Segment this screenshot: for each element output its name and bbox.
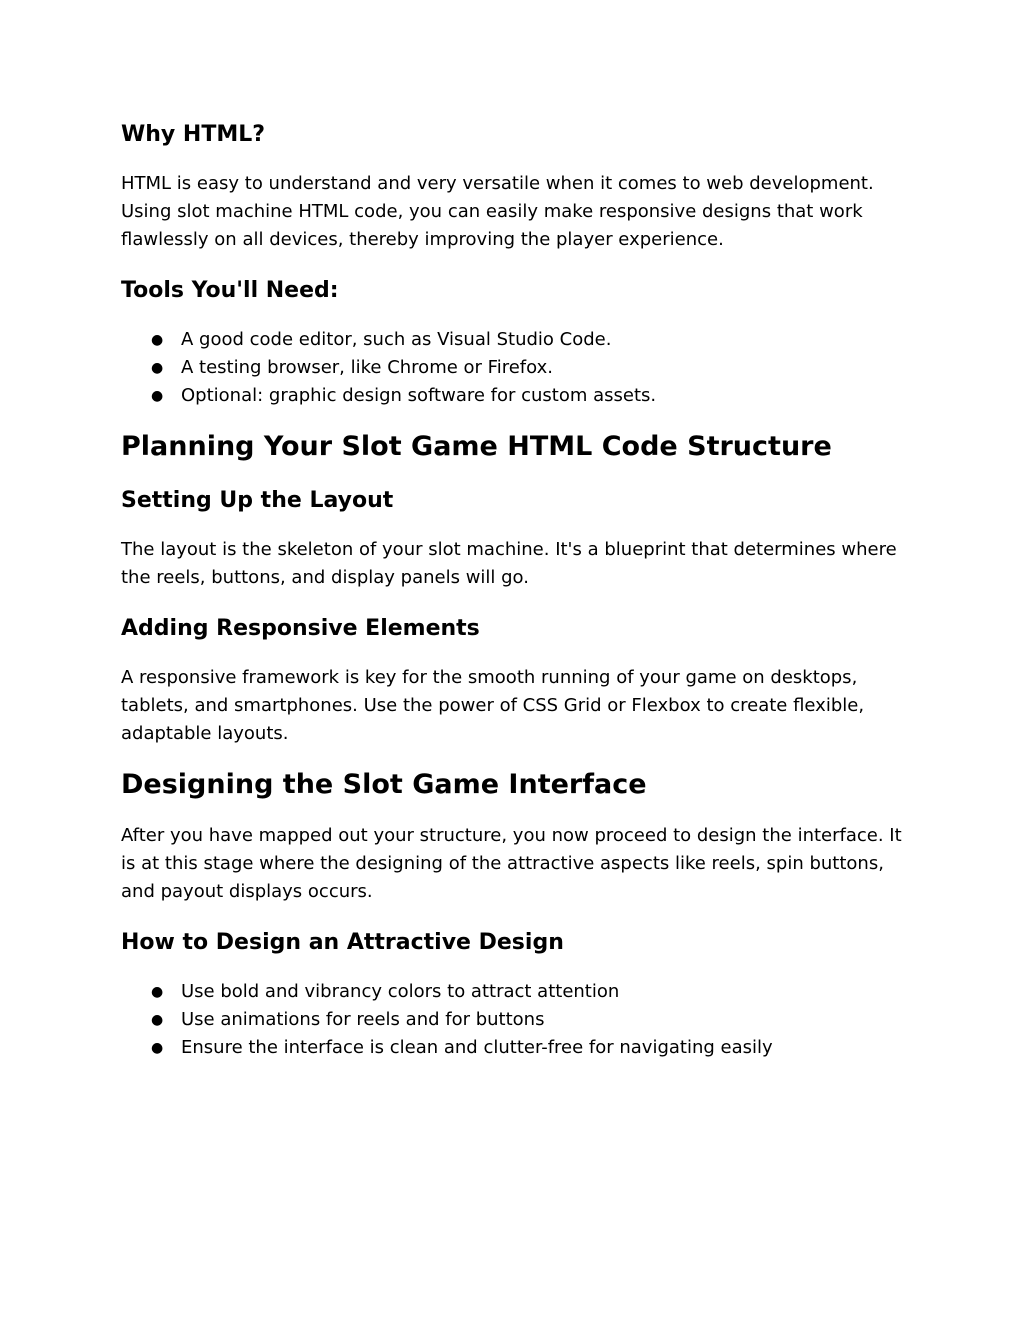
document-page — [121, 120, 911, 1062]
paragraph-layout: The layout is the skeleton of your slot machine. It's a blueprint that determines where the reels, buttons, and display panels will go. — [121, 539, 897, 588]
list-item — [121, 1006, 911, 1034]
list-item — [121, 382, 911, 410]
heading-attractive: How to Design an Attractive Design — [121, 930, 564, 955]
attractive-list — [121, 978, 911, 1062]
bullet-icon: ● — [151, 1012, 164, 1028]
heading-tools: Tools You'll Need: — [121, 278, 339, 303]
heading-designing: Designing the Slot Game Interface — [121, 769, 647, 800]
bullet-icon: ● — [151, 360, 164, 376]
tools-list — [121, 326, 911, 410]
list-item-text: Ensure the interface is clean and clutter-free for navigating easily — [181, 1037, 773, 1058]
heading-why-html: Why HTML? — [121, 122, 266, 147]
bullet-icon: ● — [151, 984, 164, 1000]
bullet-icon: ● — [151, 388, 164, 404]
heading-planning: Planning Your Slot Game HTML Code Structure — [121, 431, 832, 462]
heading-responsive: Adding Responsive Elements — [121, 616, 480, 641]
paragraph-designing: After you have mapped out your structure, you now proceed to design the interface. It is at this stage where the designing of the attractive aspects like reels, spin buttons, and payout displays occurs. — [121, 825, 902, 902]
list-item-text: Use animations for reels and for buttons — [181, 1009, 545, 1030]
list-item-text: Optional: graphic design software for custom assets. — [181, 385, 657, 406]
list-item-text: A good code editor, such as Visual Studio Code. — [181, 329, 612, 350]
bullet-icon: ● — [151, 1040, 164, 1056]
paragraph-why-html: HTML is easy to understand and very versatile when it comes to web development. Using slot machine HTML code, you can easily make responsive designs that work flawlessly on all devices, thereby improving the player experience. — [121, 173, 874, 250]
list-item — [121, 1034, 911, 1062]
list-item — [121, 354, 911, 382]
list-item — [121, 326, 911, 354]
heading-layout: Setting Up the Layout — [121, 488, 394, 513]
list-item — [121, 978, 911, 1006]
paragraph-responsive: A responsive framework is key for the smooth running of your game on desktops, tablets, and smartphones. Use the power of CSS Grid or Flexbox to create flexible, adaptable layouts. — [121, 667, 865, 744]
list-item-text: Use bold and vibrancy colors to attract attention — [181, 981, 620, 1002]
list-item-text: A testing browser, like Chrome or Firefox. — [181, 357, 553, 378]
bullet-icon: ● — [151, 332, 164, 348]
